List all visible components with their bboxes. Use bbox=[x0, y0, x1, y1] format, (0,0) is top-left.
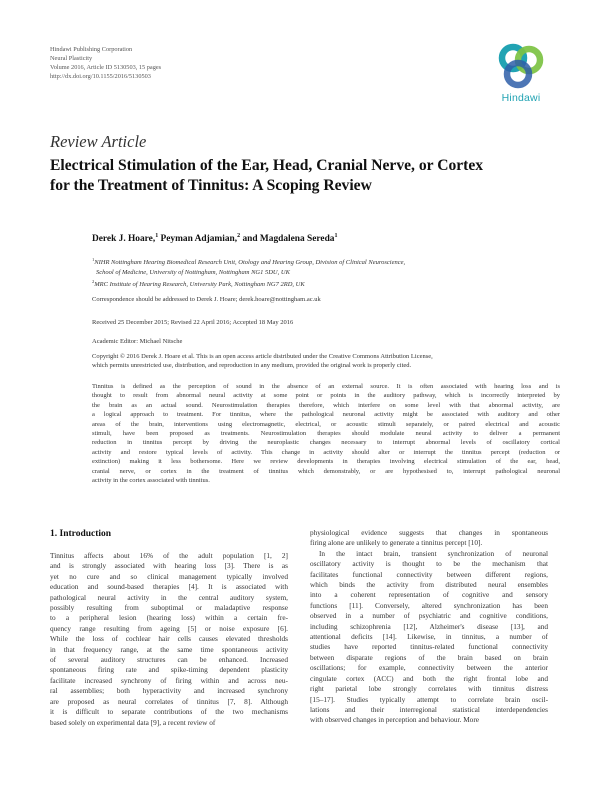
column-line: in that frequency range, at the same time spontaneous activity bbox=[50, 644, 288, 654]
column-text bbox=[310, 528, 548, 726]
column-line: [15–17]. Studies typically attempt to correlate brain oscil- bbox=[310, 694, 548, 704]
column-line: observed in a number of psychiatric and cognitive conditions, bbox=[310, 611, 548, 621]
hindawi-logo bbox=[491, 41, 551, 109]
column-line: based solely on experimental data [9], a recent review of bbox=[50, 717, 216, 727]
column-line: into a coherent representation of cognitive and sensory bbox=[310, 590, 548, 600]
column-line: education and sound-based therapies [4]. It is associated with bbox=[50, 582, 288, 592]
column-line: functions [11]. Conversely, altered synchronization has been bbox=[310, 600, 548, 610]
column-line: facilitates functional connectivity between different regions, bbox=[310, 569, 548, 579]
column-line: quency range resulting from ageing [5] or noise exposure [6]. bbox=[50, 623, 288, 633]
column-line: studies have reported tinnitus-related functional connectivity bbox=[310, 642, 548, 652]
journal-name: Neural Plasticity bbox=[50, 55, 93, 62]
abstract-line: the brain as an actual sound. Neurostimulation therapies therefore, which interfere on some level with that abnormal activity, are bbox=[92, 401, 560, 409]
column-line: to a peripheral lesion (hearing loss) within a certain fre- bbox=[50, 613, 288, 623]
column-line: physiological evidence suggests that changes in spontaneous bbox=[310, 528, 548, 537]
abstract-line: Tinnitus is defined as the perception of sound in the absence of an external source. It is often associated with hearing loss and is bbox=[92, 383, 560, 390]
column-line: it is difficult to separate contributions of the two mechanisms bbox=[50, 707, 288, 717]
column-text bbox=[50, 551, 288, 728]
abstract-line: cranial nerve, or cortex in the treatment of tinnitus which demonstrably, or are hypothesised to, interrupt pathological neuronal bbox=[92, 467, 560, 475]
affiliation-mark: 1 bbox=[92, 257, 95, 262]
abstract-line: activity and restore typical levels of activity. This change in activity should alter or interrupt the tinnitus percept (reduction or bbox=[92, 448, 560, 456]
column-line: oscillatory activity is thought to be the mechanism that bbox=[310, 559, 548, 569]
column-line: right parietal lobe strongly correlates with tinnitus distress bbox=[310, 684, 548, 694]
column-line: firing alone are unlikely to generate a tinnitus percept [10]. bbox=[310, 538, 483, 548]
copyright-line: which permits unrestricted use, distribution, and reproduction in any medium, provided the original work is properly cited. bbox=[92, 362, 412, 370]
column-line: oscillations; for example, connectivity between the anterior bbox=[310, 663, 548, 673]
column-line: spontaneous firing rate and spike-timing dependent plasticity bbox=[50, 665, 288, 675]
abstract-line: activity in the cortex associated with tinnitus. bbox=[92, 477, 210, 485]
author-list bbox=[92, 233, 337, 244]
title-line: for the Treatment of Tinnitus: A Scoping Review bbox=[50, 177, 372, 194]
section-heading: 1. Introduction bbox=[50, 529, 112, 539]
publication-info bbox=[50, 45, 161, 81]
author-affiliation-mark: 1 bbox=[155, 233, 159, 239]
doi-link[interactable]: http://dx.doi.org/10.1155/2016/5130503 bbox=[50, 73, 151, 80]
copyright-notice bbox=[92, 352, 558, 371]
column-line: possibly resulting from suboptimal or maladaptive response bbox=[50, 603, 288, 613]
author-affiliation-mark: 2 bbox=[237, 233, 241, 239]
column-line: including schizophrenia [12], Alzheimer's disease [13], and bbox=[310, 621, 548, 631]
copyright-line: Copyright © 2016 Derek J. Hoare et al. This is an open access article distributed under the Creative Commons Attribution License, bbox=[92, 353, 433, 360]
article-dates: Received 25 December 2015; Revised 22 April 2016; Accepted 18 May 2016 bbox=[92, 319, 294, 326]
abstract bbox=[92, 382, 560, 485]
column-line: facilitate increased synchrony of firing within and across neu- bbox=[50, 675, 288, 685]
column-line: lations and their interregional statistical interdependencies bbox=[310, 704, 548, 714]
affiliation-mark: 2 bbox=[92, 278, 95, 284]
column-line: cingulate cortex (ACC) and both the right frontal lobe and bbox=[310, 673, 548, 683]
column-line: attentional deficits [14]. Likewise, in tinnitus, a number of bbox=[310, 632, 548, 642]
article-title bbox=[50, 156, 560, 196]
column-line: yet no cure and so clinical management typically involved bbox=[50, 571, 288, 581]
abstract-line: areas of the brain, interventions using electromagnetic, electrical, or acoustic stimuli separately, or paired electrical and acoustic bbox=[92, 420, 560, 428]
abstract-line: reduction in tinnitus percept by driving the neuroplastic changes necessary to interrupt abnormal levels of oscillatory cortical bbox=[92, 439, 560, 447]
affiliation-line bbox=[92, 277, 558, 290]
body-column-left bbox=[50, 528, 288, 728]
hindawi-logo-icon bbox=[491, 41, 551, 91]
author-name: Peyman Adjamian, bbox=[160, 234, 238, 245]
academic-editor: Academic Editor: Michael Nitsche bbox=[92, 338, 183, 345]
affiliation-line bbox=[92, 268, 558, 277]
abstract-line: thought to result from abnormal neural activity at some point or points in the auditory pathway, which is incorrectly interpreted by bbox=[92, 392, 560, 400]
column-line: Tinnitus affects about 16% of the adult population [1, 2] bbox=[50, 551, 288, 560]
column-line: ral assemblies; both hyperactivity and increased synchrony bbox=[50, 686, 288, 696]
affiliation-line bbox=[92, 255, 558, 268]
hindawi-logo-text: Hindawi bbox=[501, 92, 541, 104]
column-line: are proposed as neural correlates of tinnitus [7, 8]. Although bbox=[50, 696, 288, 706]
column-line: While the loss of cochlear hair cells causes elevated thresholds bbox=[50, 634, 288, 644]
column-line: pathological neural activity in the central auditory system, bbox=[50, 592, 288, 602]
abstract-line: stimuli, have been proposed as treatments. Neurostimulation therapies should modulate neural activity to deliver a permanent bbox=[92, 430, 560, 438]
affiliation-text: NIHR Nottingham Hearing Biomedical Research Unit, Otology and Hearing Group, Division of Clinical Neuroscience, bbox=[94, 259, 406, 267]
article-type: Review Article bbox=[50, 132, 147, 151]
title-line: Electrical Stimulation of the Ear, Head, Cranial Nerve, or Cortex bbox=[50, 157, 484, 174]
column-line: which binds the activity from distributed neural ensembles bbox=[310, 580, 548, 590]
author-name: Derek J. Hoare, bbox=[92, 234, 156, 245]
abstract-line: a logical approach to treatment. For tinnitus, where the pathological neuronal activity might be associated with auditory and other bbox=[92, 411, 560, 419]
column-line: between disparate regions of the brain based on brain bbox=[310, 652, 548, 662]
body-column-right bbox=[310, 528, 548, 726]
affiliation-text: MRC Institute of Hearing Research, University Park, Nottingham NG7 2RD, UK bbox=[94, 281, 305, 289]
author-affiliation-mark: 1 bbox=[334, 233, 338, 239]
column-line: with observed changes in perception and behaviour. More bbox=[310, 715, 479, 725]
affiliation-text: School of Medicine, University of Nottingham, Nottingham NG1 5DU, UK bbox=[96, 268, 290, 276]
column-line: and is strongly associated with hearing loss [3]. There is as bbox=[50, 561, 288, 571]
abstract-line: extinction) making it less bothersome. Here we review developments in therapies involving electrical stimulation of the ear, head, bbox=[92, 458, 560, 466]
author-name: and Magdalena Sereda bbox=[242, 234, 335, 245]
column-line: In the intact brain, transient synchronization of neuronal bbox=[319, 548, 548, 558]
correspondence: Correspondence should be addressed to Derek J. Hoare; derek.hoare@nottingham.ac.uk bbox=[92, 296, 321, 303]
column-line: of several auditory structures can be enhanced. Increased bbox=[50, 655, 288, 665]
affiliations bbox=[92, 255, 558, 290]
volume-line: Volume 2016, Article ID 5130503, 15 pages bbox=[50, 64, 162, 71]
publisher-name: Hindawi Publishing Corporation bbox=[50, 46, 133, 53]
